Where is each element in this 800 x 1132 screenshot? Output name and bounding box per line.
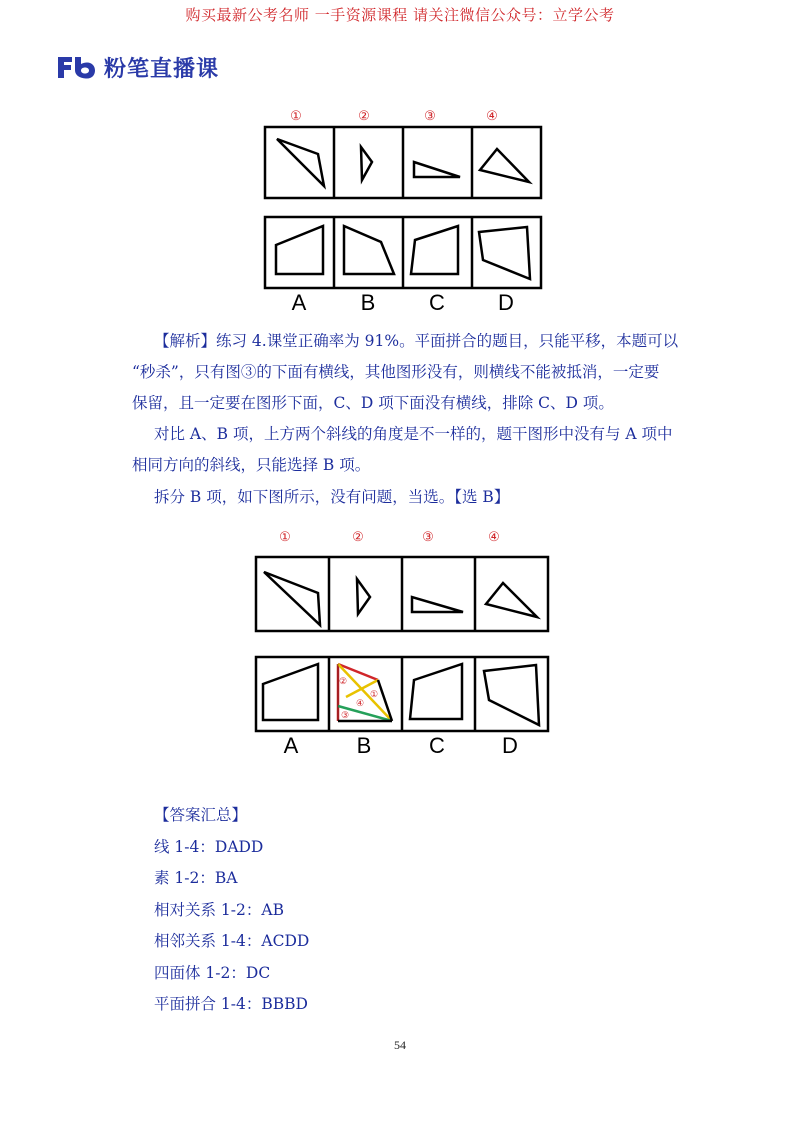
fig2-option-d-shape: [484, 665, 539, 725]
fig2-option-b: B: [356, 733, 372, 758]
analysis-p2-line-2: 相同方向的斜线，只能选择 B 项。: [132, 456, 371, 474]
answer-item-5: 四面体 1-2：DC: [154, 963, 271, 982]
fig1-option-d-shape: [479, 227, 530, 279]
fig2-option-c-shape: [410, 664, 462, 719]
analysis-paragraph-3: [154, 482, 694, 513]
split-label-4: ④: [355, 698, 365, 708]
fig1-option-a: A: [291, 290, 307, 315]
fig2-shape-2: [357, 579, 370, 614]
fig1-label-3: ③: [424, 108, 436, 123]
split-label-3: ③: [340, 710, 350, 720]
analysis-paragraph-2: [132, 419, 694, 481]
analysis-p1-line-1: 【解析】练习 4.课堂正确率为 91%。平面拼合的题目，只能平移，本题可以: [154, 332, 679, 350]
fig1-shape-4: [480, 149, 529, 182]
answer-summary: [154, 800, 309, 1021]
fig2-option-d: D: [502, 733, 518, 758]
split-label-1: ①: [369, 689, 379, 699]
fig2-option-c: C: [429, 733, 445, 758]
fig2-shape-1: [264, 572, 320, 625]
answer-item-2: 素 1-2：BA: [154, 869, 238, 887]
fig1-label-4: ④: [486, 108, 498, 123]
top-banner: 购买最新公考名师 一手资源课程 请关注微信公众号：立学公考: [185, 6, 615, 24]
fig1-option-c: C: [429, 290, 445, 315]
page-number: 54: [394, 1038, 406, 1052]
fig1-option-d: D: [498, 290, 514, 315]
fig1-shape-1: [277, 139, 324, 186]
fig1-option-c-shape: [411, 226, 458, 274]
fig2-option-a: A: [283, 733, 299, 758]
analysis-p1-line-2: “秒杀”，只有图③的下面有横线，其他图形没有，则横线不能被抵消，一定要: [132, 363, 660, 381]
fig1-shape-2: [361, 147, 372, 180]
fig1-option-b: B: [360, 290, 376, 315]
analysis-paragraph-1: [132, 326, 694, 419]
fig1-option-b-shape: [344, 226, 394, 274]
fig2-label-1: ①: [279, 529, 291, 544]
fig1-label-1: ①: [290, 108, 302, 123]
analysis-p1-line-3: 保留，且一定要在图形下面，C、D 项下面没有横线，排除 C、D 项。: [132, 394, 614, 412]
answer-summary-title: 【答案汇总】: [154, 806, 248, 824]
fig2-option-a-shape: [263, 664, 318, 720]
split-label-2: ②: [338, 676, 348, 686]
fig2-label-2: ②: [352, 529, 364, 544]
fig1-shape-3: [414, 162, 460, 177]
fig2-shape-3: [412, 597, 463, 612]
figure-solution: [0, 520, 800, 770]
fig2-shape-4: [486, 583, 537, 617]
fig1-label-2: ②: [358, 108, 370, 123]
fig1-option-a-shape: [276, 226, 323, 274]
answer-item-1: 线 1-4：DADD: [154, 837, 264, 856]
answer-item-6: 平面拼合 1-4：BBBD: [154, 995, 308, 1013]
analysis-p2-line-1: 对比 A、B 项，上方两个斜线的角度是不一样的，题干图形中没有与 A 项中: [154, 425, 673, 443]
answer-item-4: 相邻关系 1-4：ACDD: [154, 932, 310, 950]
logo-text: 粉笔直播课: [104, 56, 220, 82]
fig2-label-4: ④: [488, 529, 500, 544]
fig2-label-3: ③: [422, 529, 434, 544]
figure-question: [0, 0, 800, 320]
analysis-p3-line-1: 拆分 B 项，如下图所示，没有问题，当选。【选 B】: [154, 488, 510, 506]
answer-item-3: 相对关系 1-2：AB: [154, 900, 284, 919]
